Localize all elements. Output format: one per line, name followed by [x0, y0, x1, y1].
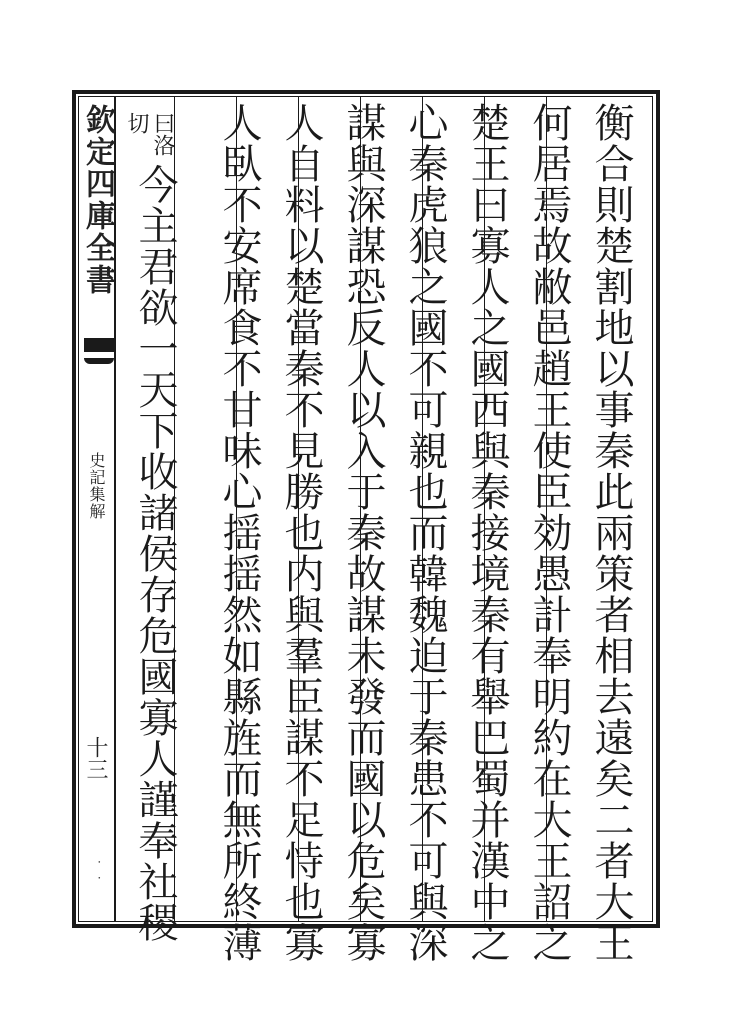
text-column-2: 何居焉故敝邑趙王使臣効愚計奉明約在大王詔之: [526, 102, 572, 963]
text-column-5: 謀與深謀恐反人以入于秦故謀未發而國以危矣寡: [340, 102, 386, 963]
collection-title: 欽定四庫全書: [80, 104, 115, 296]
text-column-7: 人臥不安席食不甘味心揺揺然如縣旌而無所終薄: [216, 102, 262, 963]
margin-dots-icon: · ·: [92, 860, 106, 880]
text-column-1: 衡合則楚割地以事秦此兩策者相去遠矣二者大王: [588, 102, 634, 963]
fishtail-mark-icon: [84, 338, 114, 364]
book-title: 史記集解: [87, 452, 106, 520]
text-column-6: 人自料以楚當秦不見勝也内與羣臣謀不足恃也寡: [278, 102, 324, 963]
text-column-4: 心秦虎狼之國不可親也而韓魏迫于秦患不可與深: [402, 102, 448, 963]
annotation-note-left: 切: [124, 112, 149, 134]
text-column-8: 今主君欲一天下收諸侯存危國寡人謹奉社稷: [132, 164, 178, 943]
annotation-note-right: 曰洛: [150, 112, 175, 156]
text-column-3: 楚王曰寡人之國西與秦接境秦有舉巴蜀并漢中之: [464, 102, 510, 963]
folio-number: 十三: [83, 736, 108, 780]
